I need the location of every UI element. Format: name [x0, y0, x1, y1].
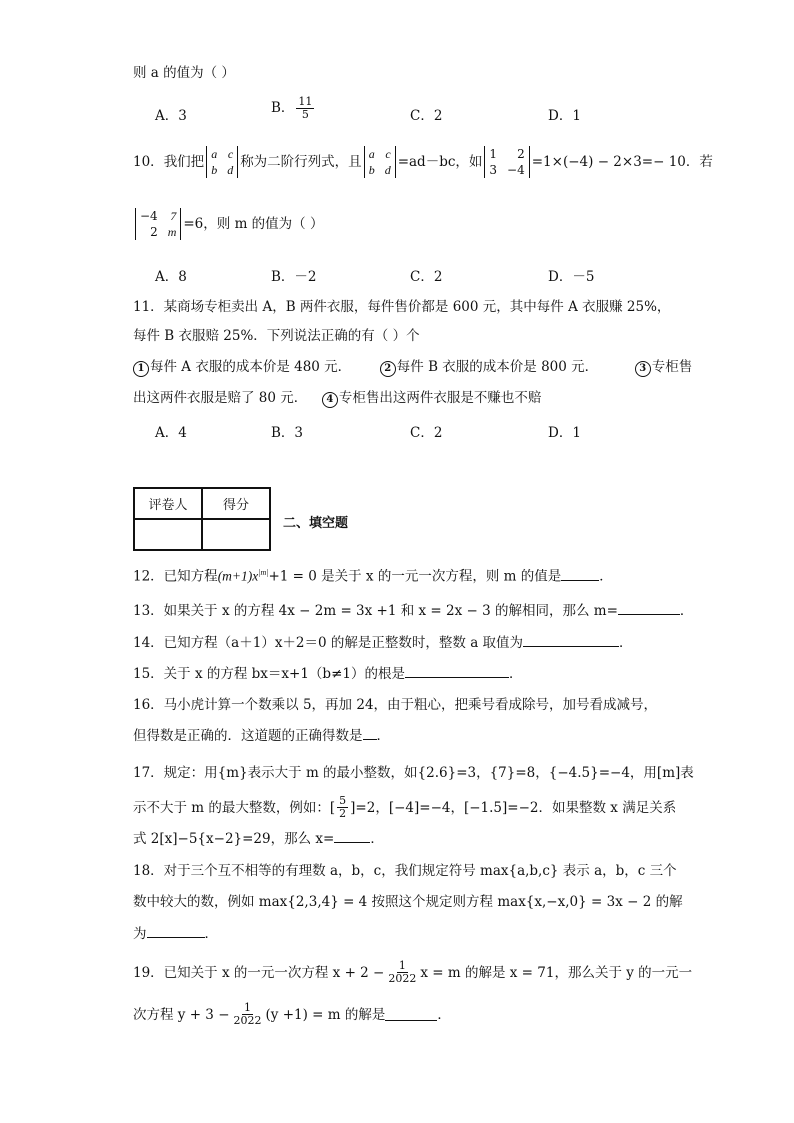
- q15-period: ．: [508, 666, 523, 682]
- det-cell: d: [227, 163, 234, 177]
- q9-option-c: C．2: [410, 108, 443, 124]
- q14: [133, 634, 633, 652]
- circled-number-4: 4: [322, 392, 338, 408]
- q19-line1: [133, 960, 692, 985]
- det-cell: −4: [507, 163, 525, 177]
- q15-answer-blank[interactable]: [405, 665, 509, 678]
- fraction-numerator: 5: [339, 794, 347, 807]
- det-cell: 2: [517, 147, 525, 161]
- det-cell: 2: [150, 225, 158, 239]
- q9-stem: 则 a 的值为（ ）: [133, 65, 235, 81]
- q10-line1: [133, 146, 713, 178]
- q10-line2: [133, 208, 323, 240]
- q10-text-4: =1×(−4) − 2×3=− 10．若: [531, 154, 713, 170]
- q13: [133, 602, 693, 620]
- q9-option-b: [271, 96, 316, 121]
- det-cell: 3: [489, 163, 498, 177]
- q12-answer-blank[interactable]: [561, 568, 599, 581]
- q11-option-d: D．1: [548, 425, 581, 441]
- q12-text: 12．已知方程: [133, 568, 218, 585]
- q12-exponent: |m|: [258, 568, 269, 577]
- det-cell: a: [211, 147, 218, 161]
- q11-statement-2: 每件 B 衣服的成本价是 800 元．: [396, 359, 599, 375]
- q18-line3: [133, 925, 218, 943]
- q18-period: ．: [204, 926, 218, 942]
- fraction-denominator: 5: [301, 108, 309, 121]
- q19-answer-blank[interactable]: [385, 1008, 437, 1021]
- q11-statement-4: 专柜售出这两件衣服是不赚也不赔: [338, 390, 542, 406]
- q17-line1: 17．规定：用{m}表示大于 m 的最小整数，如{2.6}=3，{7}=8，{−4.5}=−4，用[m]表: [133, 765, 694, 781]
- q13-text: 13．如果关于 x 的方程 4x − 2m = 3x +1 和 x = 2x − 3 的解相同，那么 m=: [133, 603, 618, 619]
- q16-period: ．: [376, 728, 390, 744]
- q11-line2: 每件 B 衣服赔 25%．下列说法正确的有（ ）个: [133, 328, 420, 344]
- q17-line3: [133, 830, 384, 848]
- circled-number-3: 3: [635, 361, 651, 377]
- q17-text-b: ]=2，[−4]=−4，[−1.5]=−2．如果整数 x 满足关系: [350, 799, 677, 816]
- q17-line2: [133, 795, 676, 820]
- q16-line1: 16．马小虎计算一个数乘以 5，再加 24，由于粗心，把乘号看成除号，加号看成减号，: [133, 697, 658, 713]
- det-cell: −4: [140, 209, 158, 223]
- q11-line4: [133, 389, 541, 408]
- det-cell: 1: [489, 147, 498, 161]
- q10-text-1: 我们把: [163, 154, 205, 170]
- q12-period: ．: [599, 568, 613, 585]
- determinant-1: [206, 146, 238, 178]
- q18-line2: 数中较大的数，例如 max{2,3,4} = 4 按照这个规定则方程 max{x,−x,0} = 3x − 2 的解: [133, 894, 683, 910]
- q16-line2: [133, 727, 390, 745]
- fraction-numerator: 1: [244, 1001, 252, 1014]
- det-cell: c: [385, 147, 391, 161]
- q11-line3: [133, 358, 692, 377]
- q17-answer-blank[interactable]: [334, 830, 370, 843]
- q15-text: 15．关于 x 的方程 bx＝x+1（b≠1）的根是: [133, 666, 405, 682]
- score-table-grader-header: 评卷人: [134, 488, 202, 519]
- determinant-4: [135, 208, 181, 240]
- q11-statement-1: 每件 A 衣服的成本价是 480 元．: [150, 359, 352, 375]
- q9-option-d: D．1: [548, 108, 581, 124]
- q11-option-a: A．4: [155, 425, 187, 441]
- q9-option-a: A．3: [155, 108, 187, 124]
- q19-text-b: x = m 的解是 x = 71，那么关于 y 的一元一: [420, 964, 693, 981]
- q19-line2: [133, 1002, 451, 1027]
- q10-text-3: =ad－bc，如: [397, 154, 483, 170]
- q9-option-b-label: B．: [271, 100, 295, 116]
- q19-period: ．: [437, 1006, 451, 1023]
- q14-answer-blank[interactable]: [523, 634, 619, 647]
- fraction-denominator: 2022: [388, 972, 417, 985]
- q18-answer-blank[interactable]: [147, 925, 205, 938]
- q12-text-2: +1 = 0 是关于 x 的一元一次方程，则 m 的值是: [268, 568, 562, 585]
- q17-period: ．: [370, 831, 384, 847]
- circled-number-2: 2: [380, 361, 396, 377]
- q11-statement-3: 专柜售: [651, 359, 693, 375]
- score-table: [133, 487, 271, 551]
- determinant-2: [364, 146, 396, 178]
- q16-text: 但得数是正确的．这道题的正确得数是: [133, 728, 363, 744]
- q18-text: 为: [133, 926, 147, 942]
- det-cell: m: [167, 225, 177, 239]
- q18-line1: 18．对于三个互不相等的有理数 a，b，c，我们规定符号 max{a,b,c} 表示 a，b，c 三个: [133, 863, 677, 879]
- score-table-score-cell[interactable]: [202, 519, 270, 550]
- q10-option-b: B．－2: [271, 269, 317, 285]
- det-cell: 7: [170, 209, 177, 223]
- q19-fraction-2: [232, 1002, 264, 1027]
- q19-text-c: 次方程 y + 3 −: [133, 1006, 230, 1023]
- score-table-grader-cell[interactable]: [134, 519, 202, 550]
- score-table-score-header: 得分: [202, 488, 270, 519]
- q10-option-a: A．8: [155, 269, 187, 285]
- fraction-numerator: 1: [398, 959, 406, 972]
- q16-answer-blank[interactable]: [363, 727, 377, 740]
- q13-period: ．: [679, 603, 694, 619]
- q9-option-b-fraction: [296, 96, 314, 121]
- determinant-3: [484, 146, 529, 178]
- det-cell: c: [227, 147, 234, 161]
- q17-fraction: [337, 795, 348, 820]
- q10-option-d: D．－5: [548, 269, 595, 285]
- det-cell: a: [368, 147, 375, 161]
- q10-number: 10．: [133, 154, 164, 170]
- q11-statement-3-cont: 出这两件衣服是赔了 80 元．: [133, 390, 308, 406]
- q17-text-a: 示不大于 m 的最大整数，例如：[: [133, 799, 336, 816]
- det-cell: b: [368, 163, 375, 177]
- fraction-denominator: 2022: [233, 1014, 262, 1027]
- q11-option-c: C．2: [410, 425, 443, 441]
- det-cell: b: [211, 163, 218, 177]
- q11-option-b: B．3: [271, 425, 304, 441]
- q13-answer-blank[interactable]: [618, 602, 680, 615]
- q19-text-a: 19．已知关于 x 的一元一次方程 x + 2 −: [133, 964, 385, 981]
- q14-period: ．: [619, 635, 633, 651]
- q11-line1: 11．某商场专柜卖出 A，B 两件衣服，每件售价都是 600 元，其中每件 A 衣服赚 25%，: [133, 299, 671, 315]
- q19-text-d: (y +1) = m 的解是: [265, 1006, 386, 1023]
- q10-option-c: C．2: [410, 269, 443, 285]
- fraction-numerator: 11: [298, 95, 313, 108]
- q10-text-2: 称为二阶行列式，且: [240, 154, 362, 170]
- q12: [133, 564, 613, 586]
- q15: [133, 665, 522, 683]
- q14-text: 14．已知方程（a＋1）x＋2＝0 的解是正整数时，整数 a 取值为: [133, 635, 524, 651]
- section-title: 二、填空题: [283, 516, 349, 531]
- q10-text-5: =6，则 m 的值为（ ）: [183, 216, 324, 232]
- q17-text-c: 式 2[x]−5{x−2}=29，那么 x=: [133, 831, 335, 847]
- q19-fraction-1: [386, 960, 418, 985]
- circled-number-1: 1: [133, 361, 149, 377]
- q12-equation: (m+1)x: [217, 568, 259, 584]
- det-cell: d: [384, 163, 391, 177]
- fraction-denominator: 2: [339, 807, 347, 820]
